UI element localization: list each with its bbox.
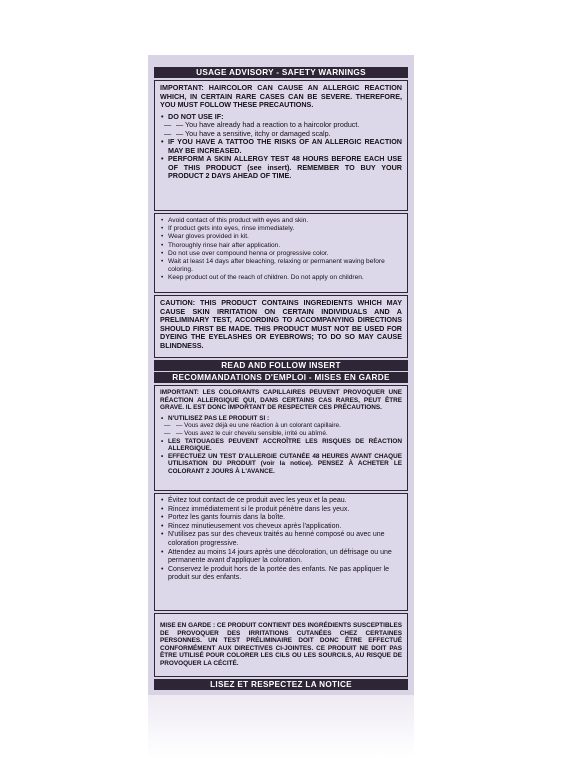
list-item: • LES TATOUAGES PEUVENT ACCROÎTRE LES RISQUES DE RÉACTION ALLERGIQUE. <box>160 438 402 453</box>
french-precautions-box <box>154 493 408 611</box>
french-caution-text: MISE EN GARDE : CE PRODUIT CONTIENT DES INGRÉDIENTS SUSCEPTIBLES DE PROVOQUER DES IRRITATIONS CUTANÉES CHEZ CERTAINES PERSONNES. UN TEST PRÉLIMINAIRE DOIT DONC ÊTRE EFFECTUÉ CONFORMÉMENT AUX DIRECTIVES CI-JOINTES. CE PRODUIT NE DOIT PAS ÊTRE UTILISÉ POUR COLORER LES CILS OU LES SOURCILS, AU RISQUE DE PROVOQUER LA CÉCITÉ. <box>160 622 402 667</box>
label-bottom-edge <box>148 695 414 758</box>
french-warning-list <box>160 415 402 476</box>
list-item: • Do not use over compound henna or progressive color. <box>160 250 402 258</box>
list-item: • Thoroughly rinse hair after application. <box>160 242 402 250</box>
list-item: • Keep product out of the reach of children. Do not apply on children. <box>160 274 402 282</box>
list-item: • Avoid contact of this product with eyes and skin. <box>160 217 402 225</box>
list-item: • EFFECTUEZ UN TEST D'ALLERGIE CUTANÉE 48 HEURES AVANT CHAQUE UTILISATION DU PRODUIT (voir la notice). PENSEZ À ACHETER LE COLORANT 2 JOURS À L'AVANCE. <box>160 453 402 476</box>
english-caution-box <box>154 295 408 358</box>
warning-label-panel <box>148 55 414 695</box>
list-item: • Rincez minutieusement vos cheveux après l'application. <box>160 523 402 532</box>
list-item: • IF YOU HAVE A TATTOO THE RISKS OF AN ALLERGIC REACTION MAY BE INCREASED. <box>160 138 402 155</box>
list-item: — — Vous avez déjà eu une réaction à un colorant capillaire. <box>160 422 402 430</box>
english-caution-text: CAUTION: THIS PRODUCT CONTAINS INGREDIENTS WHICH MAY CAUSE SKIN IRRITATION ON CERTAIN INDIVIDUALS AND A PRELIMINARY TEST, ACCORDING TO ACCOMPANYING DIRECTIONS SHOULD FIRST BE MADE. THIS PRODUCT MUST NOT BE USED FOR DYEING THE EYELASHES OR EYEBROWS; TO DO SO MAY CAUSE BLINDNESS. <box>160 298 402 350</box>
english-header-bar: USAGE ADVISORY - SAFETY WARNINGS <box>154 67 408 78</box>
list-item: • Rincez immédiatement si le produit pénètre dans les yeux. <box>160 506 402 515</box>
english-warnings-box <box>154 80 408 211</box>
english-footer-bar: READ AND FOLLOW INSERT <box>154 360 408 371</box>
french-header-bar: RECOMMANDATIONS D'EMPLOI - MISES EN GARDE <box>154 372 408 383</box>
list-item: • N'utilisez pas sur des cheveux traités au henné composé ou avec une coloration progressive. <box>160 531 402 548</box>
list-item: • If product gets into eyes, rinse immediately. <box>160 225 402 233</box>
french-footer-bar: LISEZ ET RESPECTEZ LA NOTICE <box>154 679 408 690</box>
french-caution-box <box>154 613 408 677</box>
list-item: • DO NOT USE IF: <box>160 113 402 122</box>
french-precaution-list <box>160 497 402 583</box>
list-item: • Wait at least 14 days after bleaching, relaxing or permanent waving before coloring. <box>160 258 402 274</box>
list-item: • PERFORM A SKIN ALLERGY TEST 48 HOURS BEFORE EACH USE OF THIS PRODUCT (see insert). REMEMBER TO BUY YOUR PRODUCT 2 DAYS AHEAD OF TIME. <box>160 155 402 181</box>
list-item: — — You have already had a reaction to a haircolor product. <box>160 121 402 130</box>
list-item: — — Vous avez le cuir chevelu sensible, irrité ou abîmé. <box>160 430 402 438</box>
french-important-text: IMPORTANT: LES COLORANTS CAPILLAIRES PEUVENT PROVOQUER UNE RÉACTION ALLERGIQUE QUI, DANS CERTAINS CAS RARES, PEUT ÊTRE GRAVE. IL EST DONC IMPORTANT DE RESPECTER CES PRÉCAUTIONS. <box>160 389 402 412</box>
english-important-text: IMPORTANT: HAIRCOLOR CAN CAUSE AN ALLERGIC REACTION WHICH, IN CERTAIN RARE CASES CAN BE SEVERE. THEREFORE, YOU MUST FOLLOW THESE PRECAUTIONS. <box>160 83 402 109</box>
list-item: • Wear gloves provided in kit. <box>160 233 402 241</box>
english-precautions-box <box>154 213 408 293</box>
english-warning-list <box>160 113 402 181</box>
english-precaution-list <box>160 217 402 283</box>
list-item: • Portez les gants fournis dans la boîte. <box>160 514 402 523</box>
list-item: • Conservez le produit hors de la portée des enfants. Ne pas appliquer le produit sur des enfants. <box>160 566 402 583</box>
list-item: • N'UTILISEZ PAS LE PRODUIT SI : <box>160 415 402 423</box>
french-warnings-box <box>154 385 408 491</box>
list-item: • Attendez au moins 14 jours après une décoloration, un défrisage ou une permanente avant d'appliquer la coloration. <box>160 549 402 566</box>
list-item: • Évitez tout contact de ce produit avec les yeux et la peau. <box>160 497 402 506</box>
list-item: — — You have a sensitive, itchy or damaged scalp. <box>160 130 402 139</box>
